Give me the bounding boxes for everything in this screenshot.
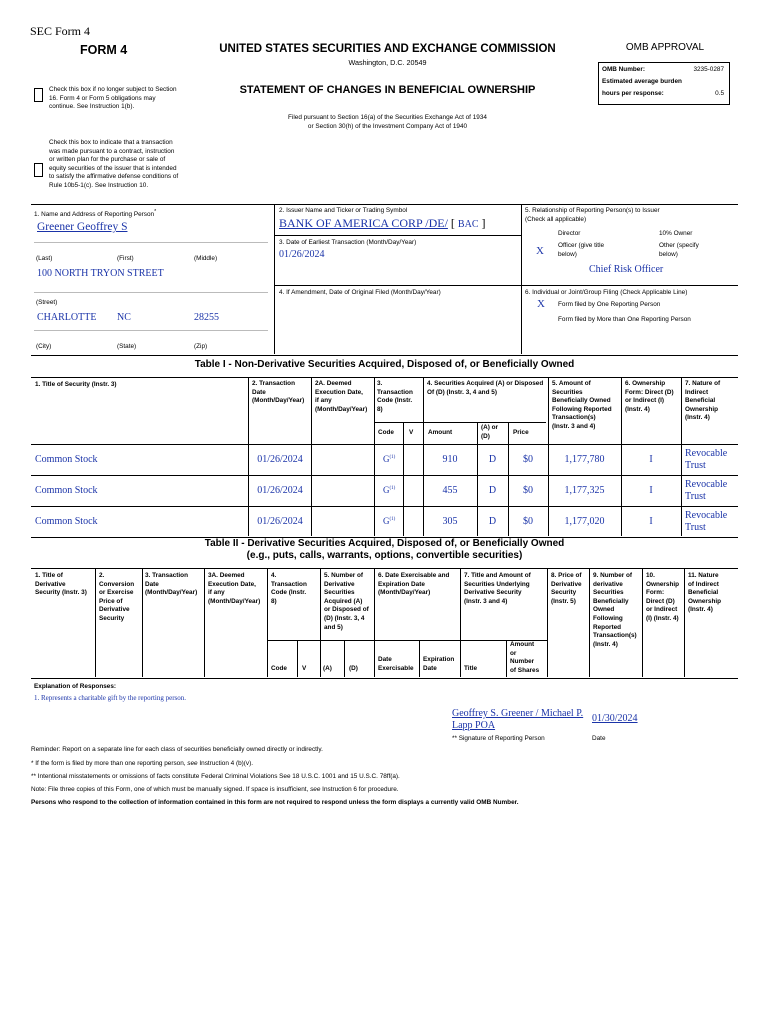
t1-h-nature: 7. Nature of Indirect Beneficial Ownership (Instr. 4) <box>685 380 721 422</box>
t2-h3: 3. Transaction Date (Month/Day/Year) <box>145 572 198 597</box>
issuer-line: BANK OF AMERICA CORP /DE/ [ BAC ] <box>279 216 486 230</box>
t1-h-code: 3. Transaction Code (Instr. 8) <box>377 380 413 413</box>
table2-title: Table II - Derivative Securities Acquired, Disposed of, or Beneficially Owned (e.g., puts, calls, warrants, options, convertible securities) <box>204 538 565 561</box>
t1-r2-amount: 305 <box>442 516 458 527</box>
explanation-note-1: 1. Represents a charitable gift by the reporting person. <box>34 694 187 702</box>
zip-value: 28255 <box>194 312 219 323</box>
filing-checkmark[interactable]: X <box>537 298 545 310</box>
t1-h-securities: 4. Securities Acquired (A) or Disposed Of (D) (Instr. 3, 4 and 5) <box>427 380 544 396</box>
note-double-star: ** Intentional misstatements or omissions of facts constitute Federal Criminal Violations See 18 U.S.C. 1001 and 15 U.S.C. 78ff(a). <box>31 773 400 780</box>
t2-h1: 1. Title of Derivative Security (Instr. 3) <box>35 572 87 597</box>
state-label: (State) <box>117 343 137 350</box>
other-label-1: Other (specify <box>659 242 699 249</box>
form-title: FORM 4 <box>80 43 128 57</box>
no-longer-subject-text: Check this box if no longer subject to Section 16. Form 4 or Form 5 obligations may continue. See Instruction 1(b). <box>49 86 177 111</box>
t1-r2-price: $0 <box>523 516 533 527</box>
t2-sub-code: Code <box>271 665 287 672</box>
t1-r0-nature: Revocable Trust <box>685 448 728 471</box>
t1-h-sub-ad: (A) or (D) <box>481 424 499 440</box>
signature-label: ** Signature of Reporting Person <box>452 735 545 742</box>
t2-h9: 9. Number of derivative Securities Beneficially Owned Following Reported Transaction(s) (Instr. 4) <box>593 572 637 648</box>
t1-h-owned: 5. Amount of Securities Beneficially Owned Following Reported Transaction(s) (Instr. 3 and 4) <box>552 380 612 430</box>
zip-label: (Zip) <box>194 343 208 350</box>
filed-pursuant-2: or Section 30(h) of the Investment Company Act of 1940 <box>307 123 468 130</box>
street-label: (Street) <box>36 299 58 306</box>
t2-sub-v: V <box>302 665 307 672</box>
commission-location: Washington, D.C. 20549 <box>348 58 427 67</box>
relationship-label-1: 5. Relationship of Reporting Person(s) to Issuer <box>525 207 660 214</box>
last-label: (Last) <box>36 255 53 262</box>
t2-h2: 2. Conversion or Exercise Price of Derivative Security <box>99 572 135 622</box>
t1-r1-ad: D <box>488 485 497 496</box>
t2-h3a: 3A. Deemed Execution Date, if any (Month/Day/Year) <box>208 572 261 605</box>
other-label-2: below) <box>659 251 678 258</box>
filed-pursuant-1: Filed pursuant to Section 16(a) of the Securities Exchange Act of 1934 <box>288 114 487 121</box>
omb-burden-label-1: Estimated average burden <box>602 78 682 85</box>
t1-r1-amount: 455 <box>442 485 458 496</box>
officer-title: Chief Risk Officer <box>589 264 664 275</box>
t1-h-deemed: 2A. Deemed Execution Date, if any (Month/Day/Year) <box>315 380 368 413</box>
t2-sub-d: (D) <box>349 665 358 672</box>
city-label: (City) <box>36 343 52 350</box>
t1-r0-price: $0 <box>523 454 533 465</box>
t1-r2-ad: D <box>488 516 497 527</box>
commission-title: UNITED STATES SECURITIES AND EXCHANGE COMMISSION <box>219 43 556 55</box>
t1-r0-form: I <box>649 454 653 465</box>
filing-more-label: Form filed by More than One Reporting Person <box>558 316 691 323</box>
state-value: NC <box>117 312 131 323</box>
issuer-name[interactable]: BANK OF AMERICA CORP /DE/ <box>279 216 448 230</box>
t1-h-sub-price: Price <box>513 429 529 436</box>
t1-r1-code: $G^{(1)}$ <box>383 485 396 495</box>
signature-date-label: Date <box>592 735 606 742</box>
t2-h11: 11. Nature of Indirect Beneficial Ownership (Instr. 4) <box>688 572 722 614</box>
relationship-label-2: (Check all applicable) <box>525 216 587 223</box>
t1-r2-form: I <box>649 516 653 527</box>
officer-label-1: Officer (give title <box>558 242 605 249</box>
t2-sub-amt: Amount or Number of Shares <box>510 641 540 674</box>
street-address: 100 NORTH TRYON STREET <box>37 268 164 279</box>
note-file: Note: File three copies of this Form, one of which must be manually signed. If space is insufficient, see Instruction 6 for procedure. <box>31 786 399 793</box>
first-label: (First) <box>117 255 134 262</box>
explanation-title: Explanation of Responses: <box>34 683 117 690</box>
t2-sub-date-ex: Date Exercisable <box>378 656 414 672</box>
t1-r0-amount: 910 <box>442 454 458 465</box>
t2-h8: 8. Price of Derivative Security (Instr. 5) <box>551 572 582 605</box>
filing-one-label: Form filed by One Reporting Person <box>558 301 661 308</box>
signature-date: 01/30/2024 <box>592 713 638 724</box>
t1-r2-date: 01/26/2024 <box>257 516 303 527</box>
t1-r0-owned: 1,177,780 <box>564 454 605 465</box>
omb-persons-note: Persons who respond to the collection of information contained in this form are not required to respond unless the form displays a currently valid OMB Number. <box>31 799 519 806</box>
omb-number-label: OMB Number: <box>602 66 645 73</box>
issuer-ticker: BAC <box>457 219 479 230</box>
t1-h-title: 1. Title of Security (Instr. 3) <box>35 381 117 388</box>
t2-h6: 6. Date Exercisable and Expiration Date (Month/Day/Year) <box>378 572 450 597</box>
officer-checkmark[interactable]: X <box>536 245 544 257</box>
t1-r1-date: 01/26/2024 <box>257 485 303 496</box>
reporting-person-name[interactable]: Greener Geoffrey S <box>37 221 128 233</box>
reporting-person-label: 1. Name and Address of Reporting Person* <box>34 209 157 219</box>
t1-r2-nature: Revocable Trust <box>685 510 728 533</box>
signature-name: Geoffrey S. Greener / Michael P. Lapp POA <box>452 708 584 731</box>
statement-title: STATEMENT OF CHANGES IN BENEFICIAL OWNERSHIP <box>239 84 536 96</box>
table1-title: Table I - Non-Derivative Securities Acquired, Disposed of, or Beneficially Owned <box>194 359 575 370</box>
t2-sub-title: Title <box>464 665 478 672</box>
earliest-date-label: 3. Date of Earliest Transaction (Month/Day/Year) <box>279 239 417 246</box>
t1-r2-owned: 1,177,020 <box>564 516 605 527</box>
middle-label: (Middle) <box>194 255 218 262</box>
omb-title: OMB APPROVAL <box>625 42 705 53</box>
t2-h10: 10. Ownership Form: Direct (D) or Indirect (I) (Instr. 4) <box>646 572 680 622</box>
t1-r1-owned: 1,177,325 <box>564 485 605 496</box>
sec-form-label: SEC Form 4 <box>30 24 91 38</box>
earliest-date-value: 01/26/2024 <box>279 249 325 260</box>
t2-h7: 7. Title and Amount of Securities Underlying Derivative Security (Instr. 3 and 4) <box>464 572 531 605</box>
reminder-note: Reminder: Report on a separate line for each class of securities beneficially owned directly or indirectly. <box>31 746 323 753</box>
amendment-label: 4. If Amendment, Date of Original Filed (Month/Day/Year) <box>279 289 441 296</box>
omb-burden-label-2: hours per response: <box>602 90 664 97</box>
t2-sub-a: (A) <box>323 665 332 672</box>
t1-r0-ad: D <box>488 454 497 465</box>
t1-r1-title: Common Stock <box>35 485 98 496</box>
t2-h5: 5. Number of Derivative Securities Acquired (A) or Disposed of (D) (Instr. 3, 4 and 5) <box>324 572 369 631</box>
t2-sub-exp: Expiration Date <box>423 656 455 672</box>
rule-10b5-checkbox[interactable] <box>34 163 43 177</box>
t1-r0-title: Common Stock <box>35 454 98 465</box>
t1-h-sub-amount: Amount <box>428 429 453 436</box>
no-longer-subject-checkbox[interactable] <box>34 88 43 102</box>
rule-10b5-text: Check this box to indicate that a transaction was made pursuant to a contract, instruction or written plan for the purchase or sale of equity securities of the issuer that is intended to satisfy the affirmative defense conditions of Rule 10b5-1(c). See Instruction 10. <box>49 139 179 189</box>
t1-r0-date: 01/26/2024 <box>257 454 303 465</box>
issuer-label: 2. Issuer Name and Ticker or Trading Symbol <box>279 207 408 214</box>
t1-r1-price: $0 <box>523 485 533 496</box>
t1-r2-title: Common Stock <box>35 516 98 527</box>
omb-number-value: 3235-0287 <box>693 66 724 73</box>
t2-h4: 4. Transaction Code (Instr. 8) <box>271 572 307 605</box>
t1-r1-form: I <box>649 485 653 496</box>
t1-r0-code: $G^{(1)}$ <box>383 454 396 464</box>
t1-h-sub-code: Code <box>378 429 394 436</box>
omb-burden-value: 0.5 <box>715 90 724 97</box>
officer-label-2: below) <box>558 251 577 258</box>
t1-r2-code: $G^{(1)}$ <box>383 516 396 526</box>
city-value: CHARLOTTE <box>37 312 97 323</box>
t1-h-form: 6. Ownership Form: Direct (D) or Indirect (I) (Instr. 4) <box>625 380 674 413</box>
t1-h-date: 2. Transaction Date (Month/Day/Year) <box>252 380 305 405</box>
t1-r1-nature: Revocable Trust <box>685 479 728 502</box>
filing-label: 6. Individual or Joint/Group Filing (Check Applicable Line) <box>525 289 688 296</box>
t1-h-sub-v: V <box>409 429 414 436</box>
director-label: Director <box>558 230 581 237</box>
note-star: * If the form is filed by more than one reporting person, see Instruction 4 (b)(v). <box>31 760 254 767</box>
ten-percent-label: 10% Owner <box>659 230 693 237</box>
